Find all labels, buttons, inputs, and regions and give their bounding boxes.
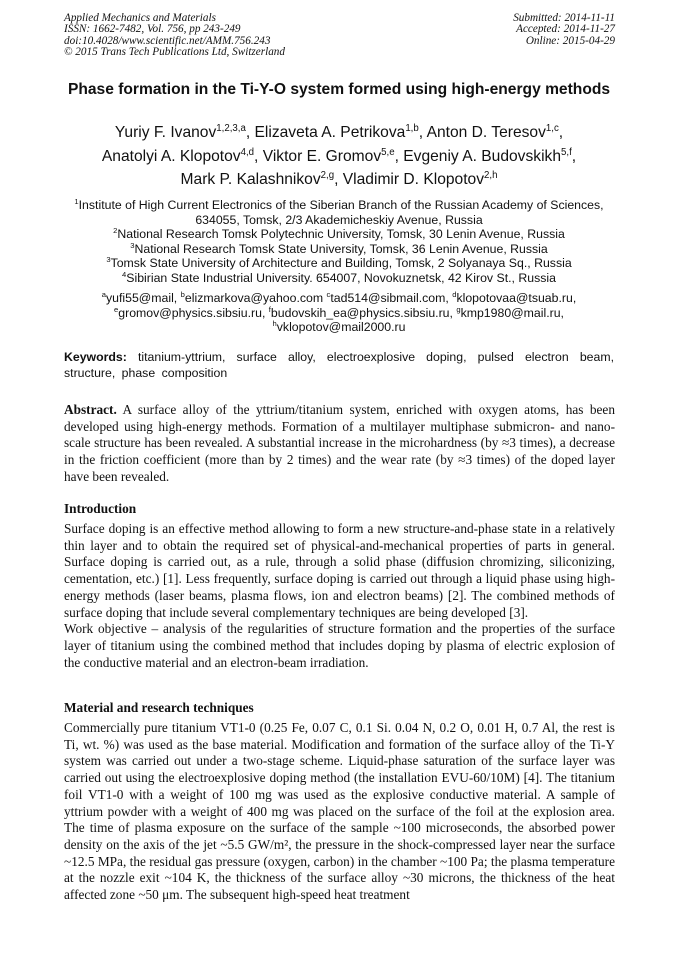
author-name: Anton D. Teresov: [426, 124, 546, 141]
email-line: [50, 306, 628, 321]
abstract: [64, 402, 615, 486]
author-list: [40, 121, 638, 192]
affiliation-number: 2: [113, 226, 118, 236]
author-affiliation-marker: 2,g: [320, 169, 335, 181]
email-line: [50, 320, 628, 335]
copyright-line: © 2015 Trans Tech Publications Ltd, Switzerland: [64, 46, 285, 59]
dates-info: [513, 13, 615, 47]
affiliation: [50, 227, 628, 242]
affiliation: [50, 256, 628, 271]
affiliation-text: National Research Tomsk Polytechnic University, Tomsk, 30 Lenin Avenue, Russia: [117, 227, 565, 242]
email-address: elizmarkova@yahoo.com: [184, 291, 327, 305]
separator: ,: [558, 124, 564, 141]
paragraph: Work objective – analysis of the regularities of structure formation and the properties of the surface layer of titanium using the combined method that includes doping by plasma of electric explosion of the conductive material and an electron-beam irradiation.: [64, 621, 615, 670]
affiliation-text: Tomsk State University of Architecture and Building, Tomsk, 2 Solyanaya Sq., Russia: [110, 256, 572, 271]
separator: ,: [394, 147, 404, 165]
author-name: Vladimir D. Klopotov: [342, 171, 485, 188]
paragraph: Surface doping is an effective method allowing to form a new structure-and-phase state in a relatively thin layer and to obtain the required set of physical-and-mechanical properties of parts in general. Surface doping is carried out, as a rule, through a solid phase (diffusion chromizing, siliconizing, cementation, etc.) [1]. Less frequently, surface doping is carried out through a liquid phase using high-energy methods (laser beams, plasma flows, ion and electron beams) [2]. The combined methods of surface doping that include several complementary techniques are being developed [3].: [64, 521, 615, 620]
author-name: Elizaveta A. Petrikova: [254, 124, 406, 141]
affiliations: [50, 198, 628, 286]
separator: ,: [571, 147, 577, 165]
materials-body: [64, 720, 615, 904]
separator: ,: [254, 147, 263, 165]
paragraph: Commercially pure titanium VT1-0 (0.25 Fe, 0.07 C, 0.1 Si. 0.04 N, 0.2 O, 0.01 H, 0.7 Al, the rest is Ti, wt. %) was used as the base material. Modification and formation of the surface alloy of the Ti-Y system was carried out under a two-stage scheme. Liquid-phase saturation of the surface layer was carried out using the electroexplosive doping method (the installation EVU-60/10M) [4]. The titanium foil VT1-0 with a weight of 100 mg was used as the explosive conductive material. A sample of yttrium powder with a weight of 400 mg was placed on the surface of the foil at the explosion area. The time of plasma exposure on the surface of the sample ~100 microseconds, the absorbed power density on the axis of the jet ~5.5 GW/m², the pressure in the shock-compressed layer near the surface ~12.5 MPa, the residual gas pressure (oxygen, carbon) in the chamber ~100 Pa; the plasma temperature at the nozzle exit ~104 K, the thickness of the surface alloy ~30 microns, the thickness of the heat affected zone ~50 μm. The subsequent high-speed heat treatment: [64, 720, 615, 903]
affiliation-text: Sibirian State Industrial University. 654007, Novokuznetsk, 42 Kirov St., Russia: [126, 270, 556, 285]
keywords-label: Keywords:: [64, 350, 127, 364]
affiliation: [50, 271, 628, 286]
affiliation-text: National Research Tomsk State University, Tomsk, 36 Lenin Avenue, Russia: [134, 241, 548, 256]
accepted-date: Accepted: 2014-11-27: [516, 23, 615, 36]
separator: ,: [245, 124, 255, 141]
author-affiliation-marker: 1,b: [405, 122, 419, 134]
email-marker: a: [101, 289, 106, 299]
submitted-date: Submitted: 2014-11-11: [513, 12, 615, 24]
journal-name: Applied Mechanics and Materials: [64, 12, 216, 24]
email-marker: b: [180, 289, 185, 299]
abstract-label: Abstract.: [64, 402, 117, 417]
keywords-text: titanium-yttrium, surface alloy, electroexplosive doping, pulsed electron beam, structure, phase composition: [64, 350, 614, 380]
journal-info: [64, 13, 285, 59]
author-line: [40, 121, 638, 145]
email-address: budovskih_ea@physics.sibsiu.ru,: [270, 305, 457, 320]
email-address: vklopotov@mail2000.ru: [276, 320, 406, 335]
author-affiliation-marker: 1,2,3,a: [216, 122, 246, 134]
keywords: [64, 350, 614, 381]
affiliation-number: 1: [74, 196, 79, 206]
author-affiliation-marker: 5,e: [381, 146, 395, 158]
separator: ,: [334, 171, 343, 188]
online-date: Online: 2015-04-29: [525, 34, 615, 47]
introduction-body: [64, 521, 615, 671]
email-marker: h: [272, 319, 277, 329]
introduction-heading: Introduction: [64, 501, 137, 516]
author-name: Viktor E. Gromov: [262, 147, 382, 165]
email-marker: f: [268, 304, 271, 314]
issn-line: ISSN: 1662-7482, Vol. 756, pp 243-249: [64, 23, 241, 36]
affiliation-number: 3: [106, 255, 111, 265]
affiliation: [50, 213, 628, 228]
author-affiliation-marker: 4,d: [240, 146, 255, 158]
materials-heading: Material and research techniques: [64, 700, 254, 715]
doi-line: doi:10.4028/www.scientific.net/AMM.756.243: [64, 34, 271, 47]
email-marker: c: [326, 289, 331, 299]
affiliation-text: Institute of High Current Electronics of the Siberian Branch of the Russian Academy of Sciences,: [78, 198, 604, 212]
email-address: kmp1980@mail.ru,: [460, 305, 564, 320]
author-name: Mark P. Kalashnikov: [180, 171, 321, 188]
affiliation: [50, 242, 628, 257]
affiliation-number: 3: [130, 240, 135, 250]
email-address: gromov@physics.sibsiu.ru,: [118, 305, 269, 320]
affiliation-text: 634055, Tomsk, 2/3 Akademicheskiy Avenue, Russia: [195, 212, 483, 227]
email-address: yufi55@mail,: [105, 291, 181, 305]
author-line: [40, 145, 638, 169]
email-marker: g: [456, 304, 461, 314]
affiliation: [50, 198, 628, 213]
affiliation-number: 4: [122, 269, 127, 279]
author-name: Yuriy F. Ivanov: [114, 124, 217, 141]
separator: ,: [418, 124, 427, 141]
paper-title: Phase formation in the Ti-Y-O system formed using high-energy methods: [67, 81, 611, 98]
author-line: [40, 168, 638, 192]
author-name: Anatolyi A. Klopotov: [101, 147, 241, 165]
email-marker: d: [452, 289, 457, 299]
author-affiliation-marker: 1,c: [545, 122, 559, 134]
email-address: tad514@sibmail.com,: [330, 291, 453, 305]
email-list: [50, 291, 628, 335]
abstract-text: A surface alloy of the yttrium/titanium system, enriched with oxygen atoms, has been developed using high-energy methods. Formation of a multilayer multiphase submicron- and nano-scale structure has been revealed. A substantial increase in the microhardness (by ≈3 times), a decrease in the friction coefficient (more than by 2 times) and the wear rate (by ≈3 times) of the doped layer have been revealed.: [64, 402, 615, 484]
email-marker: e: [114, 304, 119, 314]
email-line: [50, 291, 628, 306]
author-affiliation-marker: 2,h: [484, 169, 498, 181]
email-address: klopotovaa@tsuab.ru,: [456, 291, 577, 305]
author-name: Evgeniy A. Budovskikh: [403, 147, 562, 165]
author-affiliation-marker: 5,f: [561, 146, 572, 158]
